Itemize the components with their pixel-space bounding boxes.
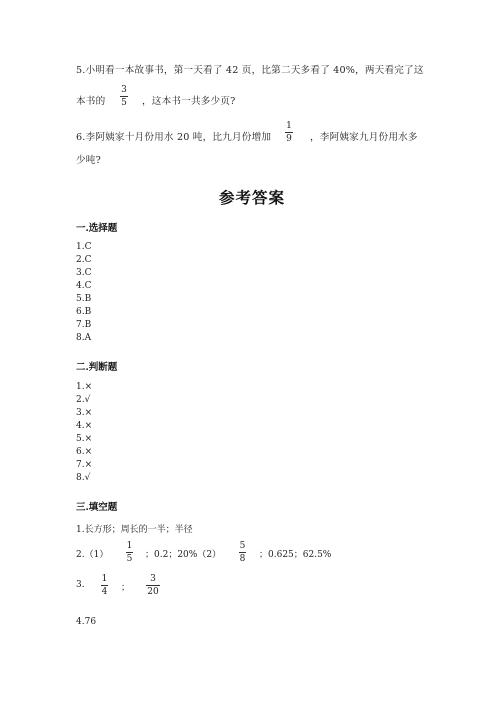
choice-answer: 6.B (76, 307, 92, 317)
choice-answer: 5.B (76, 294, 92, 304)
answers-title: 参考答案 (219, 188, 286, 207)
fraction-bar (239, 552, 246, 553)
fraction-denominator: 20 (147, 587, 159, 597)
judgment-answer: 1.× (76, 382, 93, 392)
fraction-bar (120, 96, 128, 97)
fill-answer-3-separator: ； (121, 583, 131, 593)
choice-answer: 3.C (76, 268, 92, 278)
judgment-answer: 6.× (76, 447, 93, 457)
fraction-denominator: 5 (126, 554, 133, 564)
fraction-bar (126, 552, 133, 553)
judgment-answer: 8.√ (76, 473, 91, 483)
section-heading-judgment: 二.判断题 (76, 362, 118, 373)
fraction-numerator: 1 (101, 574, 108, 584)
question-6-line-1-start: 6.李阿姨家十月份用水 20 吨，比九月份增加 (76, 132, 272, 143)
fill-answer-1: 1.长方形；周长的一半；半径 (76, 525, 193, 535)
question-6-line-1-end: ，李阿姨家九月份用水多 (310, 132, 418, 143)
judgment-answer: 7.× (76, 460, 93, 470)
question-6-fraction (285, 121, 293, 144)
question-5-line-2-start: 本书的 (76, 96, 106, 107)
choice-answer: 7.B (76, 320, 92, 330)
fill-answer-3-fraction-1 (101, 574, 108, 597)
fill-answer-3-prefix: 3. (76, 580, 85, 590)
choice-answer: 8.A (76, 333, 92, 343)
fill-answer-2-fraction-1 (126, 541, 133, 564)
judgment-answer: 2.√ (76, 395, 91, 405)
section-heading-choice: 一.选择题 (76, 223, 118, 234)
fraction-numerator: 3 (121, 85, 127, 95)
question-6-line-2: 少吨? (76, 155, 101, 166)
question-5-fraction (120, 85, 128, 108)
choice-answer: 4.C (76, 281, 92, 291)
fill-answer-2-fraction-2 (239, 541, 246, 564)
fraction-denominator: 5 (121, 98, 127, 108)
fraction-denominator: 4 (101, 587, 108, 597)
fraction-numerator: 1 (286, 121, 292, 131)
fraction-bar (285, 132, 293, 133)
fraction-numerator: 1 (126, 541, 133, 551)
question-5-line-2-end: ，这本书一共多少页? (142, 96, 236, 107)
fill-answer-2-middle: ；0.2；20%（2） (145, 550, 222, 560)
fill-answer-3-fraction-2 (146, 574, 160, 597)
fraction-bar (101, 585, 108, 586)
fraction-bar (146, 585, 160, 586)
section-heading-fill: 三.填空题 (76, 502, 118, 513)
judgment-answer: 3.× (76, 408, 93, 418)
judgment-answer: 5.× (76, 434, 93, 444)
fill-answer-4: 4.76 (76, 617, 97, 627)
choice-answer: 1.C (76, 242, 92, 252)
choice-answer: 2.C (76, 255, 92, 265)
question-5-line-1: 5.小明看一本故事书，第一天看了 42 页，比第二天多看了 40%，两天看完了这 (76, 65, 424, 76)
fraction-numerator: 5 (239, 541, 246, 551)
fill-answer-2-prefix: 2.（1） (76, 550, 109, 560)
fraction-denominator: 8 (239, 554, 246, 564)
fraction-denominator: 9 (286, 134, 292, 144)
judgment-answer: 4.× (76, 421, 93, 431)
fill-answer-2-suffix: ；0.625；62.5% (259, 550, 332, 560)
fraction-numerator: 3 (150, 574, 156, 584)
